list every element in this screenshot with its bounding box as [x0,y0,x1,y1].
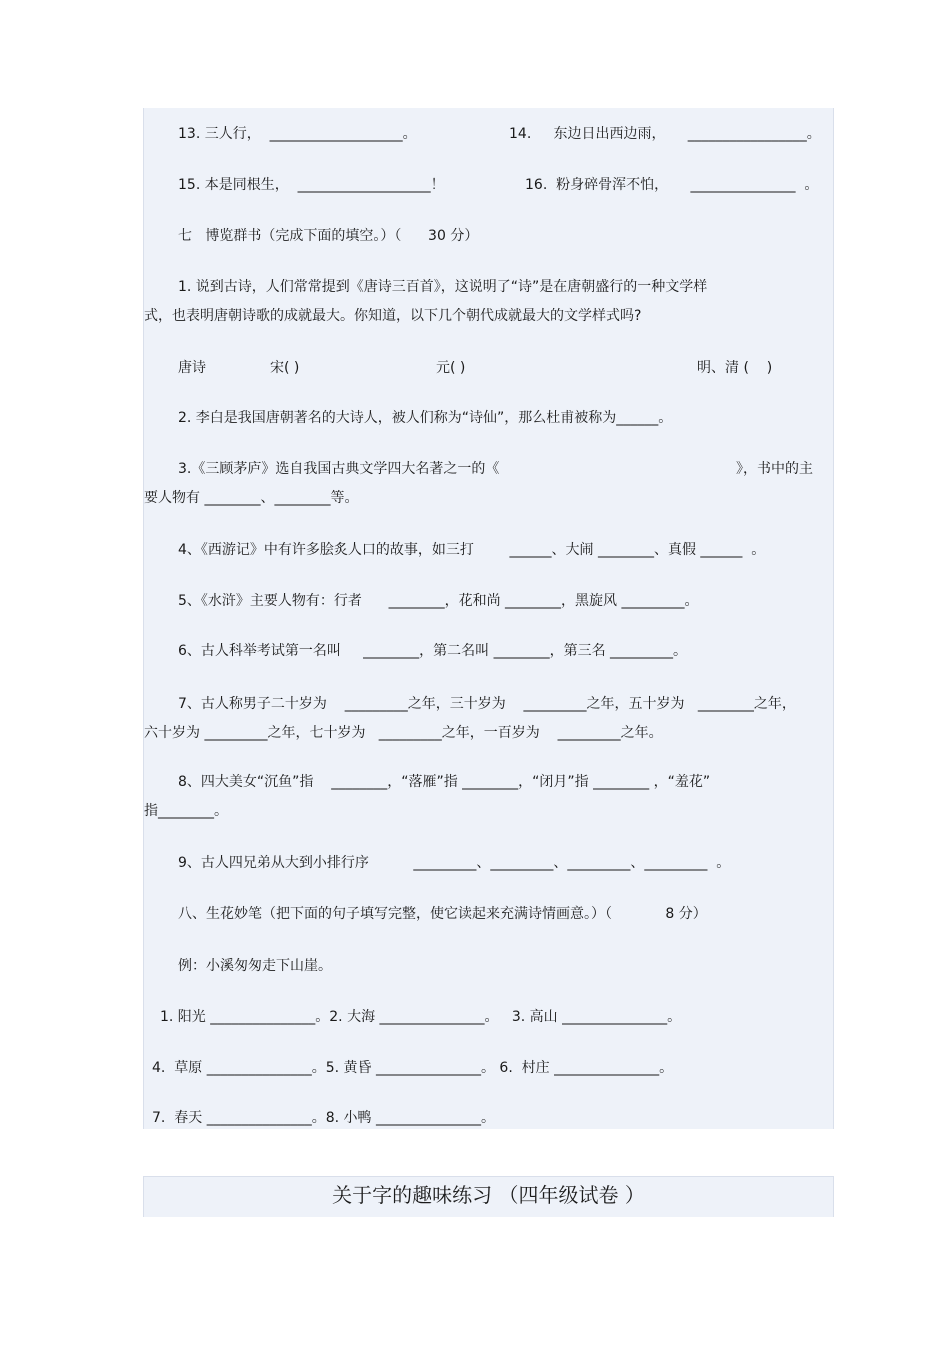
next-page-header [143,1176,834,1217]
question-7-line-2: 六十岁为 _________之年，七十岁为 _________之年，一百岁为 _________之年。 [144,725,663,741]
question-4: 4、《西游记》中有许多脍炙人口的故事，如三打 ______、大闹 ________、真假 ______ 。 [178,542,766,558]
section-8-row-3: 7. 春天 _______________。8. 小鸭 _______________。 [152,1110,495,1126]
section-8-example: 例：小溪匆匆走下山崖。 [178,958,332,974]
question-9: 9、古人四兄弟从大到小排行序 _________、_________、_________、_________ 。 [178,855,731,871]
dynasty-yuan: 元( ) [436,360,466,376]
poem-item-14: 14. 东边日出西边雨， _________________。 [509,126,821,142]
section-8-row-1: 1. 阳光 _______________。2. 大海 _______________。 3. 高山 _______________。 [160,1009,682,1025]
question-1-line-1: 1. 说到古诗，人们常常提到《唐诗三百首》，这说明了“诗”是在唐朝盛行的一种文学样 [178,279,708,295]
poem-item-16: 16. 粉身碎骨浑不怕， _______________ 。 [525,177,819,193]
question-1-line-2: 式，也表明唐朝诗歌的成就最大。你知道，以下几个朝代成就最大的文学样式吗? [144,308,642,324]
section-7-heading: 七 博览群书（完成下面的填空。）（ 30 分） [178,228,479,244]
question-2: 2. 李白是我国唐朝著名的大诗人，被人们称为“诗仙”，那么杜甫被称为______。 [178,410,673,426]
question-8-line-2: 指________。 [144,803,228,819]
dynasty-tang: 唐诗 [178,360,206,376]
section-8-heading: 八、生花妙笔（把下面的句子填写完整，使它读起来充满诗情画意。）（ 8 分） [178,906,707,922]
question-3-part-1: 3.《三顾茅庐》选自我国古典文学四大名著之一的《 [178,461,500,477]
question-3-part-2: 》，书中的主 [736,461,813,477]
question-7-line-1: 7、古人称男子二十岁为 _________之年，三十岁为 _________之年，五十岁为 ________之年， [178,696,796,712]
poem-item-13: 13. 三人行， ___________________。 [178,126,417,142]
dynasty-ming-qing: 明、清 ( ) [697,360,773,376]
question-5: 5、《水浒》主要人物有：行者 ________，花和尚 ________，黑旋风 _________。 [178,593,699,609]
worksheet-page [143,108,834,1129]
poem-item-15: 15. 本是同根生， ___________________！ [178,177,445,193]
dynasty-song: 宋( ) [270,360,300,376]
next-page-title: 关于字的趣味练习 （四年级试卷 ） [332,1183,645,1207]
question-6: 6、古人科举考试第一名叫 ________，第二名叫 ________，第三名 _________。 [178,643,688,659]
question-3-line-2: 要人物有 ________、________等。 [144,490,359,506]
question-8-line-1: 8、四大美女“沉鱼”指 ________，“落雁”指 ________，“闭月”指 ________ ，“羞花” [178,774,711,790]
section-8-row-2: 4. 草原 _______________。5. 黄昏 _______________。 6. 村庄 _______________。 [152,1060,674,1076]
